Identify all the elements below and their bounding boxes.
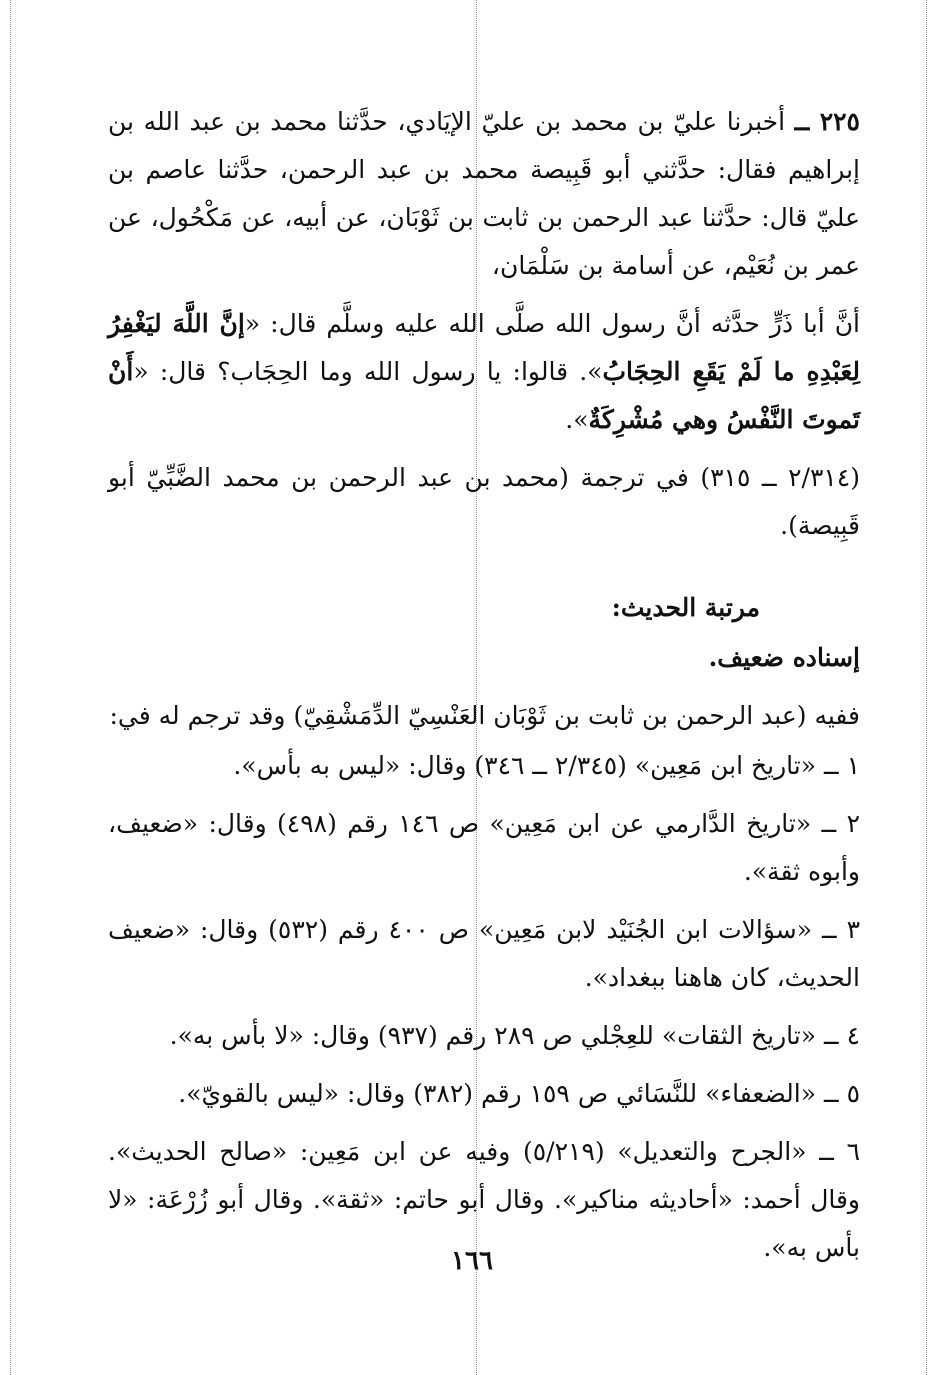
source-reference: (٢/٣١٤ ــ ٣١٥) في ترجمة (محمد بن عبد الرحمن بن محمد الضَّبِّيّ أبو قَبِيصة).	[108, 463, 860, 540]
reference-item-3: ٣ ــ «سؤالات ابن الجُنَيْد لابن مَعِين» ص ٤٠٠ رقم (٥٣٢) وقال: «ضعيف الحديث، كان هاهنا ببغداد».	[108, 915, 860, 992]
reference-item-6: ٦ ــ «الجرح والتعديل» (٥/٢١٩) وفيه عن ابن مَعِين: «صالح الحديث». وقال أحمد: «أحاديثه مناكير». وقال أبو حاتم: «ثقة». وقال أبو زُرْعَة: «لا بأس به».	[108, 1137, 860, 1262]
reference-item-1: ١ ــ «تاريخ ابن مَعِين» (٢/٣٤٥ ــ ٣٤٦) وقال: «ليس به بأس».	[233, 751, 860, 780]
hadith-number: ٢٢٥ ــ	[794, 107, 860, 136]
grade-text: إسناده ضعيف.	[708, 643, 860, 672]
reference-item-4: ٤ ــ «تاريخ الثقات» للعِجْلي ص ٢٨٩ رقم (٩٣٧) وقال: «لا بأس به».	[169, 1021, 860, 1050]
matn-quote-2: أَنْ تَموتَ النَّفْسُ وهي مُشْرِكَةٌ	[108, 357, 860, 434]
left-dotted-margin-line	[10, 0, 11, 1375]
section-heading: مرتبة الحديث:	[611, 593, 760, 622]
matn-text-after: ».	[565, 405, 589, 434]
matn-quote-1: إنَّ اللَّهَ ليَغْفِرُ لِعَبْدِهِ ما لَمْ يَقَعِ الحِجَابُ	[108, 309, 860, 386]
reference-item-2: ٢ ــ «تاريخ الدَّارمي عن ابن مَعِين» ص ١٤٦ رقم (٤٩٨) وقال: «ضعيف، وأبوه ثقة».	[108, 809, 860, 886]
intro-text: ففيه (عبد الرحمن بن ثابت بن ثَوْبَان العَنْسِيّ الدِّمَشْقِيّ) وقد ترجم له في:	[109, 701, 860, 730]
matn-text-middle: ». قالوا: يا رسول الله وما الحِجَاب؟ قال: «	[133, 357, 603, 386]
hadith-isnad-paragraph	[108, 98, 860, 290]
page-number: ١٦٦	[451, 1246, 493, 1276]
reference-item-5: ٥ ــ «الضعفاء» للنَّسَائي ص ١٥٩ رقم (٣٨٢) وقال: «ليس بالقويّ».	[178, 1079, 860, 1108]
matn-text-before: أنَّ أبا ذَرٍّ حدَّثه أنَّ رسول الله صلَّى الله عليه وسلَّم قال: «	[244, 309, 860, 338]
page-body	[108, 98, 860, 1282]
isnad-text: أخبرنا عليّ بن محمد بن عليّ الإيَادي، حدَّثنا محمد بن عبد الله بن إبراهيم فقال: حدَّثني أبو قَبِيصة محمد بن عبد الرحمن، حدَّثنا عاصم بن عليّ قال: حدَّثنا عبد الرحمن بن ثابت بن ثَوْبَان، عن أبيه، عن مَكْحُول، عن عمر بن نُعَيْم، عن أسامة بن سَلْمَان،	[108, 107, 860, 280]
hadith-matn-paragraph	[108, 300, 860, 444]
right-dotted-margin-line	[926, 0, 927, 1375]
